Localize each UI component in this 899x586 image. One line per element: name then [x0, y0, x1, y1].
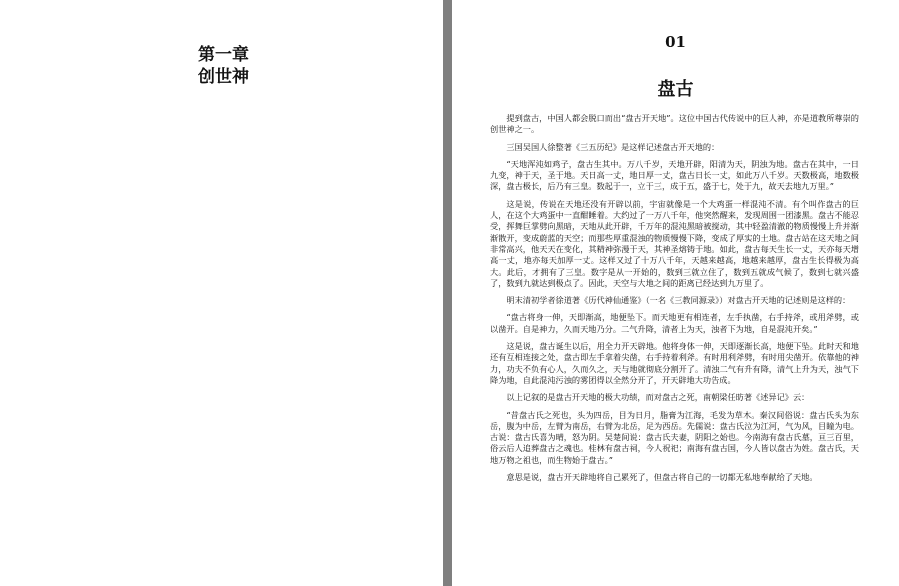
quote-paragraph: “昔盘古氏之死也，头为四岳，目为日月，脂膏为江海，毛发为草木。秦汉间俗说：盘古氏头为东岳，腹为中岳，左臂为南岳，右臂为北岳，足为西岳。先儒说：盘古氏泣为江河，气为风，目瞳为电。古说：盘古氏喜为晴，怒为阴。吴楚间说：盘古氏夫妻，阴阳之始也。今南海有盘古氏墓，亘三百里，俗云后人追葬盘古之魂也。桂林有盘古祠，今人祝祀；南海有盘古国，今人皆以盘古为姓。盘古氏，天地万物之祖也，而生物始于盘古。” — [490, 409, 859, 465]
page-divider — [443, 0, 452, 586]
chapter-heading — [198, 44, 249, 88]
paragraph: 意思是说，盘古开天辟地将自己累死了，但盘古将自己的一切都无私地奉献给了天地。 — [506, 472, 818, 483]
left-page — [0, 0, 443, 586]
paragraph: 以上记叙的是盘古开天地的极大功绩，而对盘古之死，南朝梁任昉著《述异记》云： — [506, 392, 810, 403]
paragraph: 明末清初学者徐道著《历代神仙通鉴》（一名《三教同源录》）对盘古开天地的记述则是这样的： — [506, 295, 851, 306]
chapter-title: 创世神 — [198, 67, 249, 87]
section-title: 盘古 — [657, 79, 694, 100]
paragraph: 这是说，传说在天地还没有开辟以前，宇宙就像是一个大鸡蛋一样混沌不清。有个叫作盘古的巨人，在这个大鸡蛋中一直酣睡着。大约过了一万八千年，他突然醒来，发现周围一团漆黑。盘古不能忍受，挥舞巨掌劈向黑暗，天地从此开辟，千万年的混沌黑暗被搅动，其中轻盈清澈的物质慢慢上升并渐渐散开，变成蔚蓝的天空；而那些厚重混浊的物质慢慢下降，变成了厚实的土地。盘古站在这天地之间非常高兴，他天天在变化，其精神弥漫于天，其神圣熔铸于地。如此，盘古每天生长一丈，天亦每天增高一丈，地亦每天加厚一丈。这样又过了十万八千年，天越来越高，地越来越厚，盘古生长得极为高大。此后，才拥有了三皇。数字是从一开始的，数到三就立住了，数到五就成气候了，数到七就兴盛了，数到九就达到极点了。因此，天空与大地之间的距离已经达到九万里了。 — [490, 198, 859, 288]
paragraph: 这是说，盘古诞生以后，用全力开天辟地。他将身体一伸，天即逐渐长高，地便下坠。此时天和地还有互相连接之处，盘古即左手拿着尖凿，右手持着利斧。有时用利斧劈，有时用尖凿开。依靠他的神力，功夫不负有心人，久而久之，天与地就彻底分割开了。清浊二气有升有降，清气上升为天，浊气下降为地，自此混沌污浊的雾团得以全然分开了，开天辟地大功告成。 — [490, 341, 859, 385]
body-text — [490, 113, 859, 489]
chapter-label: 第一章 — [198, 45, 249, 65]
section-number: 01 — [665, 33, 686, 51]
paragraph: 三国吴国人徐整著《三五历纪》是这样记述盘古开天地的： — [506, 141, 720, 152]
quote-paragraph: “盘古将身一伸，天即渐高，地便坠下。而天地更有相连者，左手执凿，右手持斧，或用斧劈，或以凿开。自是神力，久而天地乃分。二气升降，清者上为天，浊者下为地，自是混沌开矣。” — [490, 312, 859, 334]
paragraph: 提到盘古，中国人都会脱口而出“盘古开天地”。这位中国古代传说中的巨人神，亦是道教所尊崇的创世神之一。 — [490, 113, 859, 135]
right-page — [452, 0, 899, 586]
quote-paragraph: “天地浑沌如鸡子，盘古生其中。万八千岁，天地开辟，阳清为天，阴浊为地。盘古在其中，一日九变，神于天，圣于地。天日高一丈，地日厚一丈，盘古日长一丈，如此万八千岁。天数极高，地数极深，盘古极长，后乃有三皇。数起于一，立于三，成于五，盛于七，处于九，故天去地九万里。” — [490, 158, 859, 192]
